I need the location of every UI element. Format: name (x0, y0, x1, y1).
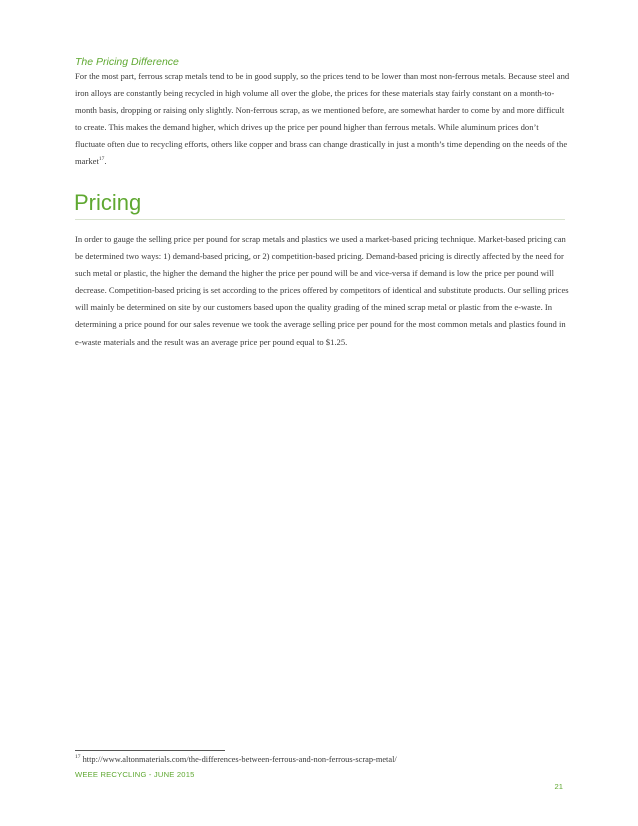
footnote-number: 17 (75, 754, 81, 761)
pricing-paragraph: In order to gauge the selling price per pound for scrap metals and plastics we used a market-based pricing technique. Market-based pricing can be determined two ways: 1) demand-based pricing, or 2) competition-based pricing. Demand-based pricing is directly affected by the need for such metal or plastic, the higher the demand the higher the price per pound will be and vice-versa if demand is low the price per pound will decrease. Competition-based pricing is set according to the prices offered by competitors of identical and substitute products. Our selling prices will mainly be determined on site by our customers based upon the quality grading of the mined scrap metal or plastic from the e-waste. In determining a price pound for our sales revenue we took the average selling price per pound for the most common metals and plastics found in e-waste materials and the result was an average price per pound equal to $1.25. (75, 234, 569, 347)
footer-title: WEEE RECYCLING - JUNE 2015 (75, 770, 195, 779)
pricing-difference-subheading: The Pricing Difference (75, 56, 179, 68)
section-divider (75, 219, 565, 220)
footnote-divider (75, 750, 225, 751)
page-number: 21 (554, 782, 563, 791)
footnote-reference[interactable]: 17 (98, 156, 105, 163)
footnote (75, 755, 397, 764)
pricing-difference-paragraph (75, 68, 570, 171)
pricing-section-heading: Pricing (74, 190, 142, 215)
footnote-url[interactable]: http://www.altonmaterials.com/the-differences-between-ferrous-and-non-ferrous-scrap-metal/ (80, 755, 397, 764)
pricing-difference-text: For the most part, ferrous scrap metals tend to be in good supply, so the prices tend to be lower than most non-ferrous metals. Because steel and iron alloys are constantly being recycled in high volume all over the globe, the prices for these materials stay fairly constant on a month-to-month basis, dropping or raising only slightly. Non-ferrous scrap, as we mentioned before, are somewhat harder to come by and more difficult to create. This makes the demand higher, which drives up the price per pound higher than ferrous metals. While aluminum prices don’t fluctuate often due to recycling efforts, others like copper and brass can change drastically in just a month’s time depending on the needs of the market (75, 71, 570, 167)
pricing-difference-text-end: . (104, 156, 107, 167)
